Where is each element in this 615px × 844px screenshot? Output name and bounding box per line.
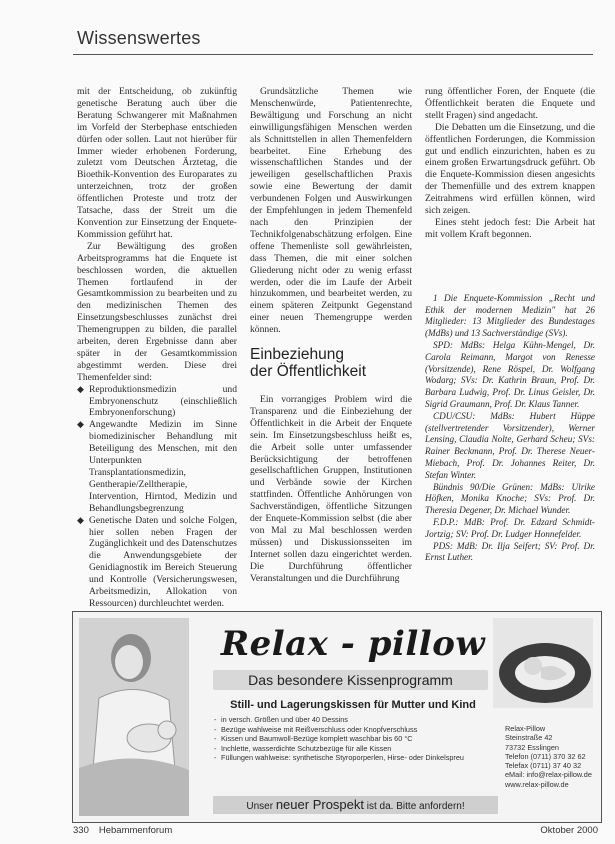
list-item	[77, 419, 237, 514]
article-column-3	[425, 86, 595, 564]
footnote: F.D.P.: MdB: Prof. Dr. Edzard Schmidt-Jortzig; SV: Prof. Dr. Ludger Honnefelder.	[425, 516, 595, 539]
mother-nursing-photo	[79, 618, 189, 816]
article-column-2	[250, 86, 412, 585]
article-column-1	[77, 86, 237, 610]
publication-name: Hebammenforum	[98, 825, 173, 836]
diamond-bullet-icon: ◆	[77, 383, 84, 394]
feature-list	[213, 715, 503, 763]
contact-block	[505, 724, 597, 789]
cta-prefix: Unser	[246, 801, 274, 812]
paragraph: Eines steht jedoch fest: Die Arbeit hat mit vollem Kraft begonnen.	[425, 216, 595, 240]
ad-subtitle: Still- und Lagerungskissen für Mutter und Kind	[230, 699, 476, 711]
contact-email[interactable]: eMail: info@relax-pillow.de	[505, 770, 592, 780]
feature-item: - Inchlette, wasserdichte Schutzbezüge für alle Kissen	[213, 744, 503, 754]
paragraph: mit der Entscheidung, ob zukünftig genetische Beratung auch über die Beratung Schwangerer mit Maßnahmen im Vorfeld der Sterbephase entschieden dürfen oder sollen. Laut not hierüber für Immer wieder erhobenen Forderung, zuletzt vom Deutschen Ärztetag, die Bioethik-Konvention des Europarates zu unterzeichnen, trotz der großen öffentlichen Proteste und trotz der Tatsache, dass der Streit um die Konvention zur Einsetzung der Enquete-Kommission geführt hat.	[77, 86, 237, 240]
contact-line: Telefax (0711) 37 40 32	[505, 761, 582, 771]
advertisement	[72, 611, 602, 823]
feature-item: - Füllungen wahlweise: synthetische Styroporperlen, Hirse- oder Dinkelspreu	[213, 753, 503, 763]
header-rule	[73, 54, 593, 55]
list-item	[77, 515, 237, 610]
footnote: Bündnis 90/Die Grünen: MdBs: Ulrike Höfken, Monika Knoche; SVs: Prof. Dr. Theresia Degener, Dr. Michael Wunder.	[425, 481, 595, 516]
contact-line: Relax-Pillow	[505, 724, 546, 733]
footnote: 1 Die Enquete-Kommission „Recht und Ethik der modernen Medizin" hat 26 Mitglieder: 13 Mitglieder des Bundestages (MdBs) und 13 Sachverständige (SVs).	[425, 292, 595, 339]
feature-item: - Bezüge wahlweise mit Reißverschluss oder Knopfverschluss	[213, 725, 503, 735]
prospect-cta	[213, 796, 498, 814]
topic-list	[77, 384, 237, 610]
footnote: PDS: MdB: Dr. Ilja Seifert; SV: Prof. Dr. Ernst Luther.	[425, 540, 595, 563]
section-heading	[250, 346, 412, 380]
page-header	[73, 26, 593, 56]
issue-date: Oktober 2000	[540, 825, 598, 836]
paragraph: Zur Bewältigung des großen Arbeitsprogramms hat die Enquete ist beschlossen worden, die aktuellen Themen fortlaufend in der Gesamtkommission zu bearbeiten und zu den medizinischen Themen des Einsetzungsbeschlusses zunächst drei Themengruppen zu bilden, die parallel arbeiten, deren Ergebnisse dann aber später in der Gesamtkommission abgestimmt werden. Diese drei Themenfelder sind:	[77, 240, 237, 383]
brand-logo: Relax - pillow	[220, 624, 486, 664]
section-title: Wissenswertes	[77, 28, 201, 48]
paragraph: Grundsätzliche Themen wie Menschenwürde, Patientenrechte, Bewältigung und Forschung an nicht einwilligungsfähigen Menschen werden als Schnittstellen in allen Themenfeldern bearbeitet. Eine Erhebung des wissenschaftlichen Standes und der jeweiligen gesellschaftlichen Praxis sowie eine Bewertung der damit verbundenen Folgen und Auswirkungen der Empfehlungen in jedem Themenfeld nach den Prinzipien der Technikfolgenabschätzung erfolgen. Eine offene Themenliste soll gewährleisten, dass Themen, die mit einer solchen Gliederung nicht oder zu wenig erfasst werden, oder die im Laufe der Arbeit hinzukommen, und bearbeitet werden, zu einem späteren Zeitpunkt Gegenstand einer neuen Themengruppe werden können.	[250, 86, 412, 336]
heading-line: Einbeziehung	[250, 346, 344, 364]
page-number: 330	[73, 825, 89, 836]
list-item-text: Angewandte Medizin im Sinne biomedizinischer Behandlung mit Beteiligung des Menschen, mit den Unterpunkten Transplantationsmedizin, Gentherapie/Zelltherapie, Intervention, Hirntod, Medizin und Behandlungsbegrenzung	[89, 419, 237, 514]
footer-left	[73, 825, 172, 836]
paragraph: Ein vorrangiges Problem wird die Transparenz und die Einbeziehung der Öffentlichkeit in die Arbeit der Enquete sein. Im Einsetzungsbeschluss heißt es, die Arbeit solle unter umfassender Berücksichtigung der betroffenen gesellschaftlichen Gruppen, Institutionen und Verbände sowie der Kirchen stattfinden. Öffentliche Anhörungen von Sachverständigen, öffentliche Sitzungen der Enquete-Kommission selbst (die aber von Mal zu Mal beschlossen werden müssen) und Diskussionsseiten im Internet sollen dazu eingerichtet werden. Die Durchführung öffentlicher Veranstaltungen und die Durchführung	[250, 394, 412, 584]
cta-emphasis: neuer Prospekt	[275, 797, 364, 812]
list-item-text: Reproduktionsmedizin und Embryonenschutz (einschließlich Embryonenforschung)	[89, 383, 237, 419]
list-item	[77, 384, 237, 420]
page-footer	[73, 821, 598, 837]
contact-line: 73732 Esslingen	[505, 742, 559, 752]
heading-line: der Öffentlichkeit	[250, 363, 367, 381]
paragraph: rung öffentlicher Foren, der Enquete (die Öffentlichkeit beraten die Enquete und stellt Fragen) sind angedacht.	[425, 86, 595, 121]
list-item-text: Genetische Daten und solche Folgen, hier sollen neben Fragen der Zugänglichkeit und des Datenschutzes die Anwendungsgebiete der Genidiagnostik im Bereich Steuerung und Kontrolle (Versicherungswesen, Arbeitsmedizin, Allokation von Ressourcen) durchleuchtet werden.	[89, 514, 237, 609]
contact-website[interactable]: www.relax-pillow.de	[505, 779, 569, 789]
contact-line: Steinstraße 42	[505, 733, 553, 743]
diamond-bullet-icon: ◆	[77, 419, 84, 430]
footnote: CDU/CSU: MdBs: Hubert Hüppe (stellvertretender Vorsitzender), Werner Lensing, Claudia Nolte, Gerhard Scheu; SVs: Rainer Beckmann, Prof. Dr. Therese Neuer-Miebach, Prof. Dr. Johannes Reiter, Dr. Stefan Winter.	[425, 410, 595, 480]
diamond-bullet-icon: ◆	[77, 514, 84, 525]
footnote: SPD: MdBs: Helga Kühn-Mengel, Dr. Carola Reimann, Margot von Renesse (Vorsitzende), Rene Röspel, Dr. Wolfgang Wodarg; SVs: Dr. Kathrin Braun, Prof. Dr. Barbara Ludwig, Prof. Dr. Linus Geisler, Dr. Sigrid Graumann, Prof. Dr. Klaus Tanner.	[425, 339, 595, 409]
footnotes	[425, 293, 595, 564]
cta-suffix: ist da. Bitte anfordern!	[366, 801, 465, 812]
baby-pillow-photo	[493, 618, 593, 708]
program-banner: Das besondere Kissenprogramm	[213, 670, 488, 690]
paragraph: Die Debatten um die Einsetzung, und die öffentlichen Forderungen, die Kommission gut und endlich einzurichten, haben es zu einem großen Erwartungsdruck geführt. Ob die Enquete-Kommission diesen angesichts der Themenfülle und des extrem knappen Zeitrahmens wird erfüllen können, wird sich zeigen.	[425, 121, 595, 217]
feature-item: - Kissen und Baumwoll-Bezüge komplett waschbar bis 60 °C	[213, 734, 503, 744]
contact-line: Telefon (0711) 370 32 62	[505, 751, 586, 761]
feature-item: - in versch. Größen und über 40 Dessins	[213, 715, 503, 725]
